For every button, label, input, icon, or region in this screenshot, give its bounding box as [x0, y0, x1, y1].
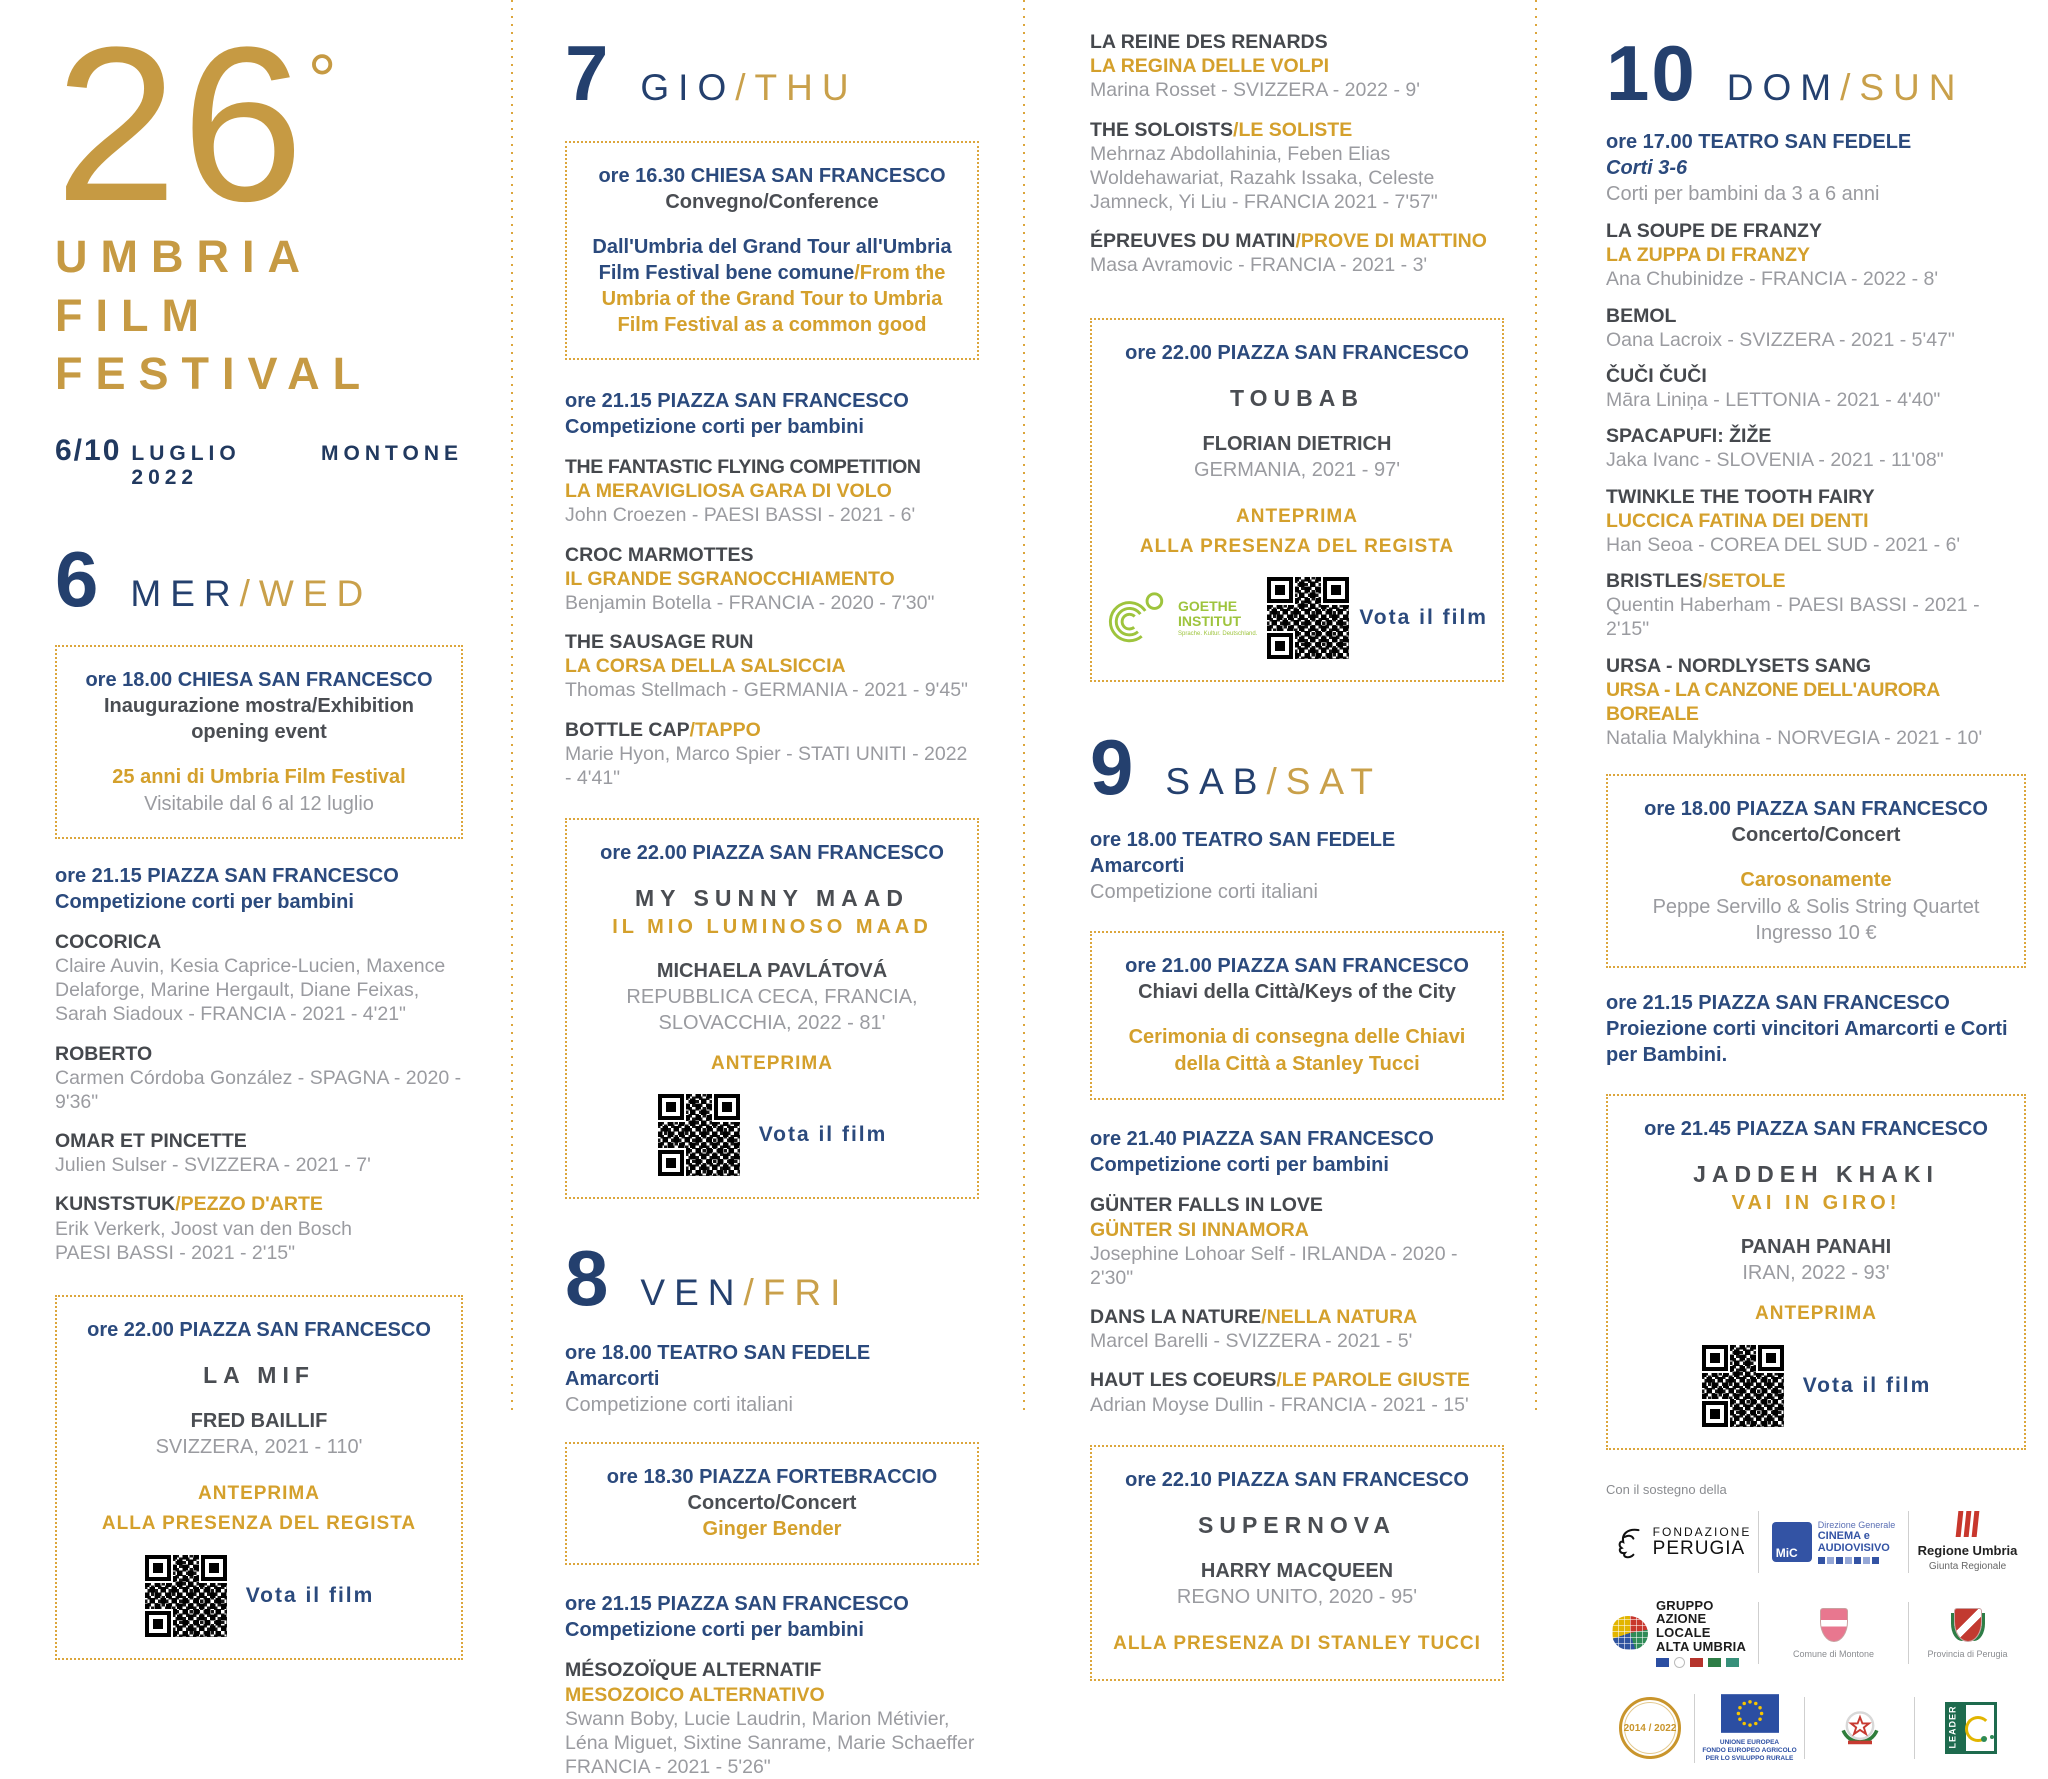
day-header-10: [1606, 29, 2026, 117]
event-box-supernova: [1090, 1445, 1504, 1681]
event-subheader: Corti 3-6: [1606, 157, 1688, 179]
film-credits: Marcel Barelli - SVIZZERA - 2021 - 5': [1090, 1330, 1413, 1353]
film-title: ÉPREUVES DU MATIN: [1090, 230, 1296, 253]
film-title: CROC MARMOTTES: [565, 543, 754, 566]
event-header: ore 22.10 PIAZZA SAN FRANCESCO: [1125, 1468, 1469, 1491]
film-title: DANS LA NATURE: [1090, 1306, 1262, 1329]
day-number: 7: [565, 29, 611, 117]
sponsors-section: [1606, 1482, 2026, 1763]
gal-partner-logos-icon: [1656, 1657, 1752, 1668]
film-title-it: LUCCICA FATINA DEI DENTI: [1606, 509, 1869, 532]
concert-artists: Peppe Servillo & Solis String Quartet: [1652, 896, 1980, 919]
day-name-slash: /: [735, 67, 755, 108]
film-title-it: LA CORSA DELLA SALSICCIA: [565, 655, 846, 678]
day-name: [640, 67, 857, 109]
film-title-it: LA REGINA DELLE VOLPI: [1090, 55, 1330, 78]
film-country-year: IRAN, 2022 - 93': [1742, 1262, 1890, 1285]
film-credits: Mehrnaz Abdollahinia, Feben Elias Woldehawariat, Razahk Issaka, Celeste Jamneck, Yi Liu - FRANCIA 2021 - 7'57": [1090, 142, 1438, 214]
vote-film-label: Vota il film: [758, 1123, 888, 1147]
film-title-it: LE SOLISTE: [1238, 118, 1353, 141]
film-credits-2: PAESI BASSI - 2021 - 2'15": [55, 1241, 296, 1264]
qr-code: [1266, 576, 1350, 660]
film-entry: [55, 930, 463, 1027]
event-subtitle: Concerto/Concert: [687, 1492, 857, 1515]
day-name-slash: /: [239, 572, 259, 614]
film-credits: Quentin Haberham - PAESI BASSI - 2021 - 2'15": [1606, 594, 1980, 641]
logo-line-film: FILM: [55, 289, 212, 341]
event-header-block: [1606, 990, 2026, 1068]
film-entry: [1606, 304, 2026, 352]
film-entry: [55, 1042, 463, 1115]
film-credits: Josephine Lohoar Self - IRLANDA - 2020 - 2'30": [1090, 1242, 1458, 1289]
film-title-slash: /: [175, 1193, 181, 1216]
day-name-en: THU: [754, 67, 858, 108]
event-header-block: [55, 863, 463, 915]
film-credits: Marie Hyon, Marco Spier - STATI UNITI - 2022 - 4'41": [565, 742, 968, 789]
film-country-year: SVIZZERA, 2021 - 110': [155, 1435, 363, 1458]
event-box-my-sunny-maad: [565, 818, 979, 1199]
concert-title: Carosonamente: [1740, 869, 1892, 892]
event-description: Competizione corti italiani: [565, 1394, 793, 1417]
event-description: Competizione corti italiani: [1090, 881, 1318, 904]
film-entry: [1090, 1305, 1504, 1353]
sponsors-caption: Con il sostegno della: [1606, 1481, 1727, 1497]
film-title: LA MIF: [203, 1361, 315, 1388]
director-presence-label: ALLA PRESENZA DEL REGISTA: [1139, 535, 1455, 557]
event-subtitle: Convegno/Conference: [665, 191, 879, 213]
event-box-keys-of-city: [1090, 931, 1504, 1100]
film-title-row: [1090, 118, 1504, 142]
film-title-it: IL GRANDE SGRANOCCHIAMENTO: [565, 567, 895, 590]
day-name-en: SAT: [1285, 761, 1382, 803]
film-title: LA REINE DES RENARDS: [1090, 31, 1328, 53]
day-name-it: GIO: [640, 67, 736, 108]
film-title: THE SAUSAGE RUN: [565, 631, 754, 654]
gal-mosaic-icon: [1612, 1616, 1648, 1650]
film-credits: Carmen Córdoba González - SPAGNA - 2020 - 9'36": [55, 1066, 462, 1113]
film-title: MÉSOZOÏQUE ALTERNATIF: [565, 1659, 822, 1682]
regione-line2: Giunta Regionale: [1928, 1561, 2007, 1573]
mic-line1: Direzione Generale: [1817, 1519, 1896, 1530]
qr-code: [144, 1554, 228, 1638]
film-credits: Marina Rosset - SVIZZERA - 2022 - 9': [1090, 79, 1420, 102]
film-entry: [565, 543, 979, 616]
anteprima-label: ANTEPRIMA: [711, 1053, 833, 1075]
film-credits: Thomas Stellmach - GERMANIA - 2021 - 9'45": [565, 679, 968, 702]
film-title-it: PEZZO D'ARTE: [180, 1193, 323, 1216]
film-title: LA SOUPE DE FRANZY: [1606, 220, 1822, 242]
film-director: PANAH PANAHI: [1740, 1236, 1892, 1259]
mic-line3: AUDIOVISIVO: [1817, 1541, 1890, 1554]
festival-dates: [55, 434, 463, 490]
film-title-slash: /: [1702, 570, 1708, 593]
film-entry: [565, 630, 979, 703]
event-header: ore 18.00 PIAZZA SAN FRANCESCO: [1644, 798, 1988, 821]
leader-label: LEADER: [1947, 1705, 1958, 1749]
goethe-tagline: Sprache. Kultur. Deutschland.: [1178, 630, 1258, 637]
director-presence-label: ALLA PRESENZA DEL REGISTA: [101, 1513, 417, 1535]
day-name-slash: /: [1840, 67, 1860, 108]
film-title: THE FANTASTIC FLYING COMPETITION: [565, 456, 921, 478]
film-title-it: PROVE DI MATTINO: [1300, 230, 1487, 253]
event-subheader: Competizione corti per bambini: [565, 1619, 864, 1642]
regione-umbria-icon: [1957, 1511, 1978, 1537]
vote-film-label: Vota il film: [1359, 606, 1488, 630]
logo-line-umbria: UMBRIA: [55, 231, 313, 283]
conference-title: [581, 234, 963, 338]
event-box-concert: [565, 1442, 979, 1565]
film-entry: [1090, 30, 1504, 103]
day-header-6: [55, 534, 463, 623]
film-title-row: [1606, 569, 2026, 593]
film-title: MY SUNNY MAAD: [635, 885, 909, 912]
film-entry: [55, 1129, 463, 1177]
event-box-toubab: [1090, 318, 1504, 683]
film-title-it: NELLA NATURA: [1266, 1306, 1418, 1329]
film-title: ROBERTO: [55, 1042, 153, 1065]
comune-montone-crest-icon: [1820, 1608, 1848, 1642]
anteprima-label: ANTEPRIMA: [1755, 1303, 1877, 1325]
film-title-it: LA MERAVIGLIOSA GARA DI VOLO: [565, 480, 892, 503]
qr-row: [581, 1093, 963, 1177]
film-credits: Han Seoa - COREA DEL SUD - 2021 - 6': [1606, 533, 1961, 556]
event-header: ore 21.15 PIAZZA SAN FRANCESCO: [55, 864, 399, 887]
mic-line2: CINEMA e: [1817, 1529, 1870, 1542]
degree-symbol: °: [307, 41, 337, 121]
fondazione-line1: FONDAZIONE: [1652, 1525, 1752, 1540]
film-credits: Swann Boby, Lucie Laudrin, Marion Métivier, Léna Miguet, Sixtine Sanrame, Marie Schaeffer: [565, 1707, 975, 1754]
comune-montone-label: Comune di Montone: [1792, 1648, 1875, 1659]
film-entry: [1606, 364, 2026, 412]
film-title-slash: /: [689, 718, 696, 741]
date-range: 6/10: [55, 433, 122, 467]
event-header-block: [1090, 827, 1504, 905]
event-header-block: [1606, 129, 2026, 207]
event-header: ore 21.15 PIAZZA SAN FRANCESCO: [565, 390, 909, 412]
event-description: Corti per bambini da 3 a 6 anni: [1606, 183, 1880, 205]
film-director: MICHAELA PAVLÁTOVÁ: [656, 960, 888, 983]
event-header-block: [565, 388, 979, 440]
film-entry: [1090, 229, 1504, 277]
film-entry: [1606, 569, 2026, 642]
event-header: ore 18.30 PIAZZA FORTEBRACCIO: [606, 1466, 938, 1489]
film-title-slash: /: [1233, 118, 1239, 141]
event-header: ore 22.00 PIAZZA SAN FRANCESCO: [87, 1318, 431, 1341]
film-entry: [1606, 424, 2026, 472]
event-header: ore 21.15 PIAZZA SAN FRANCESCO: [565, 1593, 909, 1616]
film-entry: [565, 455, 979, 528]
film-credits: Adrian Moyse Dullin - FRANCIA - 2021 - 15': [1090, 1393, 1469, 1416]
day-name: [640, 1272, 849, 1314]
italy-emblem-icon: [1836, 1704, 1884, 1752]
event-header: ore 18.00 CHIESA SAN FRANCESCO: [85, 668, 433, 691]
film-credits: Masa Avramovic - FRANCIA - 2021 - 3': [1090, 254, 1428, 277]
film-director: FRED BAILLIF: [190, 1409, 328, 1432]
gal-line2: ALTA UMBRIA: [1656, 1638, 1747, 1654]
gal-line1: GRUPPO AZIONE LOCALE: [1656, 1597, 1714, 1640]
event-header: ore 21.00 PIAZZA SAN FRANCESCO: [1125, 955, 1469, 978]
film-title-slash: /: [1261, 1306, 1267, 1329]
logo-line-festival: FESTIVAL: [55, 348, 374, 400]
film-title: TOUBAB: [1230, 384, 1364, 411]
film-title-row: [1090, 229, 1504, 253]
film-credits: Benjamin Botella - FRANCIA - 2020 - 7'30": [565, 591, 935, 614]
film-credits: Natalia Malykhina - NORVEGIA - 2021 - 10': [1606, 727, 1983, 750]
day-name-en: SUN: [1859, 67, 1965, 108]
day-header-8: [565, 1234, 979, 1323]
event-box-conference: [565, 141, 979, 360]
eu-caption-3: PER LO SVILUPPO RURALE: [1705, 1754, 1794, 1762]
day-name-it: MER: [130, 572, 240, 614]
sponsors-row-2: [1606, 1599, 2026, 1669]
film-title-row: [55, 1192, 463, 1216]
film-credits: John Croezen - PAESI BASSI - 2021 - 6': [565, 504, 916, 527]
qr-row: [1622, 1344, 2010, 1428]
film-title-row: [565, 718, 979, 742]
column-day7-8: [565, 0, 979, 1779]
day-name: [1165, 761, 1382, 803]
film-title: BRISTLES: [1606, 570, 1703, 593]
conference-title-en: /From the Umbria of the Grand Tour to Umbria Film Festival as a common good: [601, 262, 946, 336]
film-entry: [565, 718, 979, 791]
event-subheader: Competizione corti per bambini: [1090, 1154, 1389, 1177]
film-entry: [1606, 219, 2026, 292]
film-country-year: REPUBBLICA CECA, FRANCIA,: [626, 986, 918, 1009]
day-name: [130, 573, 372, 615]
sponsor-gal-alta-umbria: [1606, 1599, 1758, 1669]
event-header: ore 18.00 TEATRO SAN FEDELE: [565, 1342, 871, 1365]
sponsor-mic-cinema: [1758, 1511, 1908, 1573]
fondazione-perugia-gryphon-icon: [1613, 1525, 1647, 1559]
film-title: GÜNTER FALLS IN LOVE: [1090, 1194, 1323, 1217]
date-month: LUGLIO 2022: [131, 441, 241, 489]
film-credits: Ana Chubinidze - FRANCIA - 2022 - 8': [1606, 268, 1939, 291]
mic-logo-icon: [1772, 1522, 1812, 1562]
eu-caption-2: FONDO EUROPEO AGRICOLO: [1702, 1747, 1797, 1755]
event-header: ore 16.30 CHIESA SAN FRANCESCO: [598, 165, 946, 187]
psr-badge-icon: [1619, 1697, 1681, 1759]
eu-flag-icon: [1721, 1694, 1779, 1733]
film-title: URSA - NORDLYSETS SANG: [1606, 654, 1872, 677]
day-name-en: WED: [258, 572, 373, 614]
film-credits: Jaka Ivanc - SLOVENIA - 2021 - 11'08": [1606, 449, 1944, 472]
leader-logo-icon: [1945, 1702, 1997, 1754]
column-divider: [511, 0, 513, 1414]
event-header-block: [565, 1340, 979, 1418]
film-entry: [1090, 1193, 1504, 1290]
event-subheader: Competizione corti per bambini: [55, 890, 354, 913]
event-header: ore 21.40 PIAZZA SAN FRANCESCO: [1090, 1128, 1434, 1151]
film-country-year-2: SLOVACCHIA, 2022 - 81': [658, 1012, 886, 1035]
film-title-it: TAPPO: [695, 718, 761, 741]
event-subheader: Amarcorti: [1090, 855, 1185, 878]
film-title-it: GÜNTER SI INNAMORA: [1090, 1218, 1309, 1241]
film-director: HARRY MACQUEEN: [1200, 1559, 1394, 1582]
anteprima-label: ANTEPRIMA: [198, 1482, 320, 1504]
qr-code: [1701, 1344, 1785, 1428]
anteprima-label: ANTEPRIMA: [1236, 505, 1358, 527]
festival-logo: [55, 1, 463, 490]
psr-years: 2014 / 2022: [1623, 1722, 1677, 1734]
film-title-it: SETOLE: [1707, 570, 1786, 593]
film-title: KUNSTSTUK: [55, 1193, 176, 1216]
event-subtitle: Concerto/Concert: [1731, 824, 1901, 847]
film-title-it: IL MIO LUMINOSO MAAD: [612, 916, 932, 939]
fondazione-line2: PERUGIA: [1652, 1538, 1746, 1560]
film-title: TWINKLE THE TOOTH FAIRY: [1606, 485, 1875, 508]
film-credits-2: FRANCIA - 2021 - 5'26": [565, 1756, 771, 1779]
day-header-7: [565, 29, 979, 117]
film-title: THE SOLOISTS: [1090, 118, 1234, 141]
column-divider: [1535, 0, 1537, 1414]
film-title-row: [1090, 1305, 1504, 1329]
film-title-slash: /: [1276, 1369, 1282, 1392]
sponsor-repubblica-italiana: [1804, 1697, 1914, 1759]
film-entry: [1090, 1368, 1504, 1416]
provincia-perugia-crest-icon: [1954, 1608, 1982, 1642]
event-subheader: Proiezione corti vincitori Amarcorti e Corti per Bambini.: [1606, 1018, 2008, 1067]
concert-artist: Ginger Bender: [702, 1518, 842, 1541]
edition-number: 26: [55, 1, 308, 247]
day-number: 6: [55, 534, 101, 623]
film-title-it: MESOZOICO ALTERNATIVO: [565, 1683, 825, 1706]
day-name: [1727, 67, 1965, 109]
film-credits: Māra Liniņa - LETTONIA - 2021 - 4'40": [1606, 389, 1941, 412]
film-title-row: [1090, 1368, 1504, 1392]
column-day10: [1606, 0, 2026, 1763]
event-header: ore 17.00 TEATRO SAN FEDELE: [1606, 131, 1912, 153]
film-list-continued: [1090, 30, 1504, 278]
film-title-it: VAI IN GIRO!: [1731, 1192, 1901, 1215]
qr-row: [1106, 576, 1488, 660]
film-title: JADDEH KHAKI: [1693, 1161, 1939, 1188]
mic-mark: MiC: [1775, 1545, 1798, 1560]
film-title: SPACAPUFI: ŽIŽE: [1606, 425, 1772, 448]
mic-squares-icon: [1818, 1557, 1896, 1564]
day-name-it: DOM: [1726, 67, 1841, 108]
film-title: ČUČI ČUČI: [1606, 364, 1707, 387]
day-header-9: [1090, 723, 1504, 812]
event-title: 25 anni di Umbria Film Festival: [112, 765, 406, 788]
sponsor-fondazione-perugia: [1606, 1511, 1758, 1573]
goethe-text: [1178, 599, 1257, 637]
event-header: ore 21.45 PIAZZA SAN FRANCESCO: [1644, 1118, 1988, 1141]
sponsors-row-1: [1606, 1511, 2026, 1573]
sponsor-psr-umbria: [1606, 1697, 1694, 1759]
event-box-jaddeh-khaki: [1606, 1094, 2026, 1449]
qr-code: [657, 1093, 741, 1177]
film-title: BOTTLE CAP: [565, 718, 690, 741]
qr-row: [71, 1554, 447, 1638]
event-note: Visitabile dal 6 al 12 luglio: [144, 792, 374, 815]
guest-presence-label: ALLA PRESENZA DI STANLEY TUCCI: [1113, 1632, 1481, 1654]
film-title: COCORICA: [55, 930, 162, 953]
film-entry: [565, 1658, 979, 1779]
film-title: SUPERNOVA: [1198, 1511, 1396, 1538]
festival-city: MONTONE: [321, 441, 463, 465]
film-title-slash: /: [1295, 230, 1301, 253]
day-name-en: FRI: [762, 1272, 850, 1314]
provincia-perugia-label: Provincia di Perugia: [1927, 1648, 2008, 1659]
sponsor-unione-europea: [1694, 1694, 1804, 1762]
film-title-it: LE PAROLE GIUSTE: [1281, 1369, 1470, 1392]
sponsor-leader: [1914, 1697, 2026, 1759]
event-subtitle: Chiavi della Città/Keys of the City: [1138, 981, 1456, 1004]
film-credits: Claire Auvin, Kesia Caprice-Lucien, Maxence Delaforge, Marine Hergault, Diane Feixas, Sarah Siadoux - FRANCIA - 2021 - 4'21": [55, 955, 446, 1026]
event-header-block: [565, 1591, 979, 1643]
column-divider: [1023, 0, 1025, 1414]
film-entry: [1090, 118, 1504, 215]
column-day9: [1090, 0, 1504, 1681]
film-title-it: LA ZUPPA DI FRANZY: [1606, 244, 1811, 267]
film-country-year: REGNO UNITO, 2020 - 95': [1176, 1585, 1418, 1608]
goethe-institut-logo: [1106, 590, 1257, 646]
vote-film-label: Vota il film: [245, 1583, 375, 1607]
film-title: BEMOL: [1606, 304, 1677, 327]
event-box-exhibition: [55, 645, 463, 839]
event-subheader: Amarcorti: [565, 1368, 660, 1391]
film-entry: [1606, 654, 2026, 751]
event-header-block: [1090, 1126, 1504, 1178]
goethe-line2: INSTITUT: [1178, 613, 1241, 630]
event-box-la-mif: [55, 1295, 463, 1660]
goethe-rings-icon: [1106, 590, 1172, 646]
sponsors-row-3: [1606, 1694, 2026, 1762]
sponsor-comune-montone: [1758, 1602, 1908, 1664]
event-subtitle: Inaugurazione mostra/Exhibition opening event: [103, 694, 415, 743]
film-entry: [1606, 485, 2026, 558]
film-credits: Oana Lacroix - SVIZZERA - 2021 - 5'47": [1606, 328, 1955, 351]
day-number: 10: [1606, 29, 1697, 117]
sponsor-regione-umbria: [1908, 1511, 2026, 1573]
film-country-year: GERMANIA, 2021 - 97': [1193, 458, 1401, 481]
column-day6: [55, 0, 463, 1660]
film-title: HAUT LES COEURS: [1090, 1369, 1277, 1392]
day-name-slash: /: [743, 1272, 763, 1314]
event-header: ore 18.00 TEATRO SAN FEDELE: [1090, 829, 1396, 852]
day-name-it: VEN: [640, 1272, 744, 1314]
day-name-it: SAB: [1165, 761, 1267, 803]
sponsor-provincia-perugia: [1908, 1602, 2026, 1664]
film-director: FLORIAN DIETRICH: [1202, 432, 1392, 455]
day-name-slash: /: [1266, 761, 1286, 803]
ceremony-title: Cerimonia di consegna delle Chiavi della Città a Stanley Tucci: [1128, 1026, 1466, 1076]
concert-ticket-price: Ingresso 10 €: [1755, 922, 1877, 945]
vote-film-label: Vota il film: [1802, 1373, 1932, 1397]
eu-caption-1: UNIONE EUROPEA: [1719, 1739, 1780, 1747]
film-entry: [55, 1192, 463, 1265]
day-number: 8: [565, 1234, 611, 1323]
event-box-concert-carosonamente: [1606, 774, 2026, 968]
goethe-line1: GOETHE: [1178, 598, 1238, 615]
event-header: ore 22.00 PIAZZA SAN FRANCESCO: [600, 842, 944, 865]
regione-line1: Regione Umbria: [1917, 1543, 2018, 1559]
film-credits: Erik Verkerk, Joost van den Bosch: [55, 1217, 352, 1240]
event-subheader: Competizione corti per bambini: [565, 416, 864, 438]
conference-title-it: Dall'Umbria del Grand Tour all'Umbria Film Festival bene comune: [592, 236, 952, 284]
film-title: OMAR ET PINCETTE: [55, 1130, 247, 1153]
day-number: 9: [1090, 723, 1136, 812]
event-header: ore 21.15 PIAZZA SAN FRANCESCO: [1606, 992, 1950, 1015]
film-title-it: URSA - LA CANZONE DELL'AURORA BOREALE: [1606, 678, 1940, 725]
film-credits: Julien Sulser - SVIZZERA - 2021 - 7': [55, 1154, 371, 1177]
event-header: ore 22.00 PIAZZA SAN FRANCESCO: [1125, 341, 1469, 364]
